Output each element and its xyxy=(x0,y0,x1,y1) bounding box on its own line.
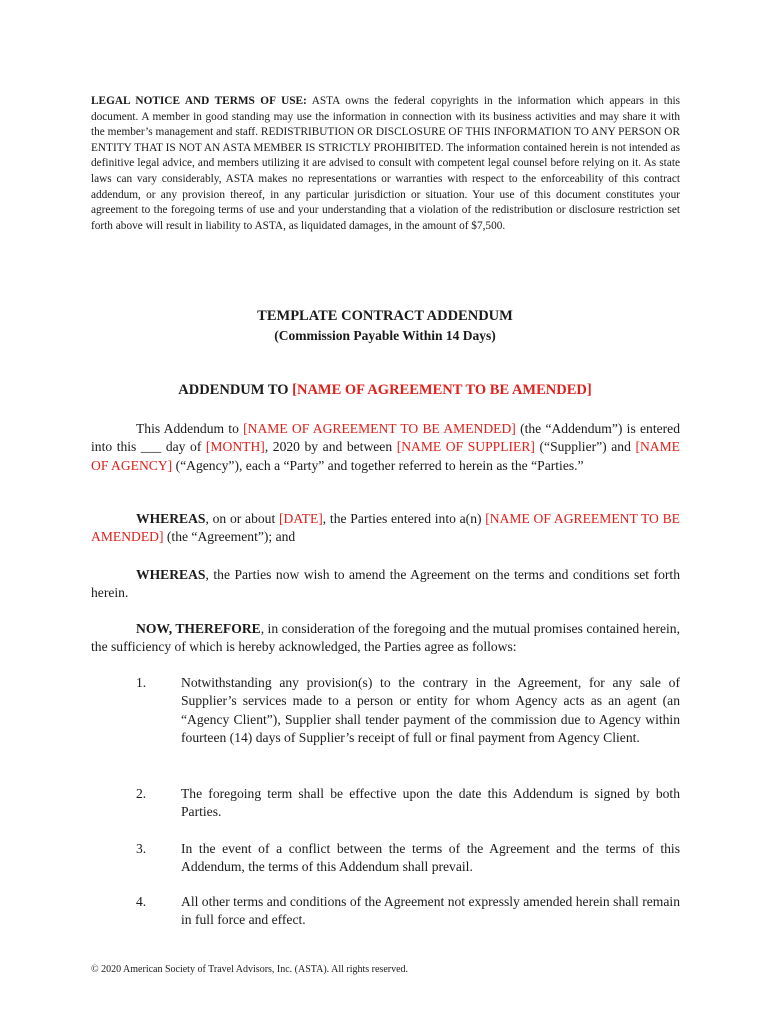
intro-paragraph xyxy=(91,420,680,475)
placeholder-agency-name: [NAME OF AGENCY] xyxy=(91,439,680,473)
intro-text: , 2020 by and between xyxy=(264,439,397,455)
document-title: TEMPLATE CONTRACT ADDENDUM xyxy=(257,308,513,324)
placeholder-date: [DATE] xyxy=(278,511,323,526)
term-text: In the event of a conflict between the terms of the Agreement and the terms of this Addendum, the terms of this Addendum shall prevail. xyxy=(181,841,680,875)
intro-text: (“Agency”), each a “Party” and together referred to herein as the “Parties.” xyxy=(172,457,584,473)
whereas-label: WHEREAS xyxy=(136,567,206,582)
term-item xyxy=(91,840,680,877)
placeholder-agreement-name: [NAME OF AGREEMENT TO BE AMENDED] xyxy=(292,382,592,398)
legal-notice-body: ASTA owns the federal copyrights in the information which appears in this document. A member in good standing may use the information in connection with its business activities and may share it with the member’s management and staff. REDISTRIBUTION OR DISCLOSURE OF THIS INFORMATION TO ANY PERSON OR ENTITY THAT IS NOT AN ASTA MEMBER IS STRICTLY PROHIBITED. The information contained herein is not intended as definitive legal advice, and members utilizing it are advised to consult with competent legal counsel before relying on it. As state laws can vary considerably, ASTA makes no representations or warranties with respect to the enforceability of this contract addendum, or any provision thereof, in any particular jurisdiction or situation. Your use of this document constitutes your agreement to the foregoing terms of use and your understanding that a violation of the redistribution or disclosure restriction set forth above will result in liability to ASTA, as liquidated damages, in the amount of $7,500. xyxy=(91,95,681,232)
legal-notice xyxy=(91,94,680,234)
term-number: 1. xyxy=(136,675,147,690)
intro-text: This Addendum to xyxy=(136,421,244,436)
whereas-text: , the Parties entered into a(n) xyxy=(322,511,486,526)
term-text: Notwithstanding any provision(s) to the contrary in the Agreement, for any sale of Supplier’s services made to a person or entity for whom Agency acts as an agent (an “Agency Client”), Supplier shall tender payment of the commission due to Agency within fourteen (14) days of Supplier’s receipt of full or final payment from Agency Client. xyxy=(181,675,680,746)
placeholder-supplier-name: [NAME OF SUPPLIER] xyxy=(396,439,535,455)
addendum-heading-prefix: ADDENDUM TO xyxy=(178,382,293,398)
now-therefore-text: , in consideration of the foregoing and the mutual promises contained herein, the sufficiency of which is hereby acknowledged, the Parties agree as follows: xyxy=(91,621,680,655)
intro-text: (“Supplier”) and xyxy=(534,439,636,455)
document-subtitle: (Commission Payable Within 14 Days) xyxy=(274,328,496,343)
term-item xyxy=(91,674,680,748)
copyright-footer: © 2020 American Society of Travel Advisors, Inc. (ASTA). All rights reserved. xyxy=(91,964,409,975)
now-therefore-paragraph xyxy=(91,620,680,657)
addendum-heading xyxy=(0,382,770,399)
term-number: 4. xyxy=(136,894,147,909)
placeholder-agreement-name: [NAME OF AGREEMENT TO BE AMENDED] xyxy=(91,511,680,545)
intro-text: (the “Addendum”) is entered into this ___ day of xyxy=(91,421,680,455)
now-therefore-label: NOW, THEREFORE xyxy=(136,621,261,636)
legal-notice-heading: LEGAL NOTICE AND TERMS OF USE: xyxy=(91,95,307,107)
placeholder-agreement-name: [NAME OF AGREEMENT TO BE AMENDED] xyxy=(243,421,516,436)
whereas-paragraph-2 xyxy=(91,566,680,603)
term-text: All other terms and conditions of the Agreement not expressly amended herein shall remain in full force and effect. xyxy=(181,894,680,928)
term-number: 2. xyxy=(136,786,147,801)
term-number: 3. xyxy=(136,841,147,856)
term-item xyxy=(91,893,680,930)
whereas-text: , the Parties now wish to amend the Agreement on the terms and conditions set forth herein. xyxy=(91,567,680,601)
placeholder-month: [MONTH] xyxy=(205,439,265,455)
term-item xyxy=(91,785,680,822)
term-text: The foregoing term shall be effective upon the date this Addendum is signed by both Parties. xyxy=(181,786,680,820)
whereas-text: , on or about xyxy=(205,511,279,526)
whereas-paragraph-1 xyxy=(91,510,680,547)
whereas-text: (the “Agreement”); and xyxy=(163,529,296,545)
whereas-label: WHEREAS xyxy=(136,511,206,526)
